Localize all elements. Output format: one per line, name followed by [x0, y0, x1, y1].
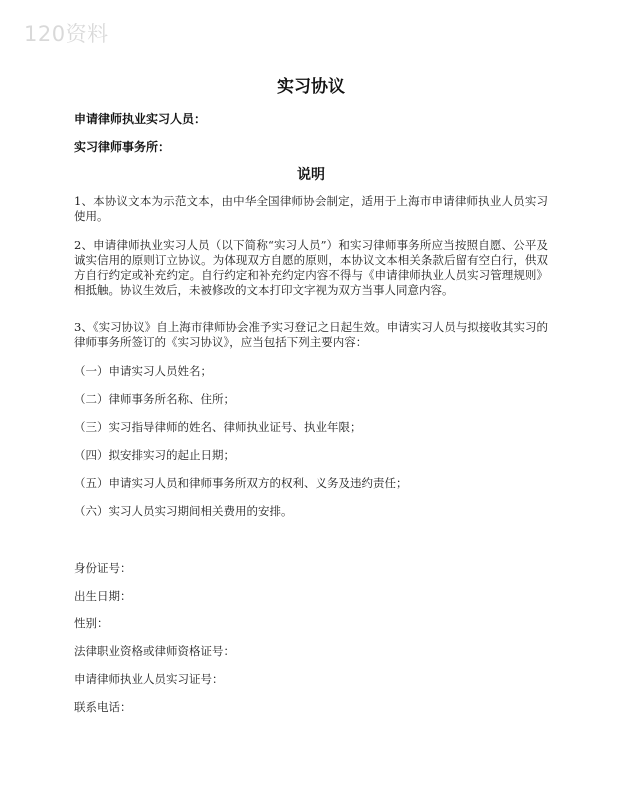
law-firm-field-label: 实习律师事务所：	[74, 140, 171, 154]
paragraph-1: 1、本协议文本为示范文本，由中华全国律师协会制定，适用于上海市申请律师执业人员实习使用。	[74, 194, 548, 223]
applicant-field-label: 申请律师执业实习人员：	[74, 112, 207, 126]
paragraph-2: 2、申请律师执业实习人员（以下简称“实习人员”）和实习律师事务所应当按照自愿、公平及诚实信用的原则订立协议。为体现双方自愿的原则，本协议文本相关条款后留有空白行，供双方自行约定或补充约定。自行约定和补充约定内容不得与《申请律师执业人员实习管理规则》相抵触。协议生效后，未被修改的文本打印文字视为双方当事人同意内容。	[74, 238, 548, 297]
list-item: （一）申请实习人员姓名；	[74, 364, 212, 378]
qualification-number-field-label: 法律职业资格或律师资格证号：	[74, 644, 235, 658]
list-item: （二）律师事务所名称、住所；	[74, 392, 235, 406]
watermark-logo: 120资料	[24, 22, 109, 46]
phone-field-label: 联系电话：	[74, 700, 132, 714]
list-item: （六）实习人员实习期间相关费用的安排。	[74, 504, 293, 518]
birth-date-field-label: 出生日期：	[74, 589, 132, 603]
id-number-field-label: 身份证号：	[74, 561, 132, 575]
gender-field-label: 性别：	[74, 616, 109, 630]
internship-certificate-field-label: 申请律师执业人员实习证号：	[74, 672, 224, 686]
list-item: （三）实习指导律师的姓名、律师执业证号、执业年限；	[74, 420, 362, 434]
list-item: （五）申请实习人员和律师事务所双方的权利、义务及违约责任；	[74, 476, 408, 490]
list-item: （四）拟安排实习的起止日期；	[74, 448, 235, 462]
paragraph-3: 3、《实习协议》自上海市律师协会准予实习登记之日起生效。申请实习人员与拟接收其实习的律师事务所签订的《实习协议》，应当包括下列主要内容：	[74, 320, 548, 349]
section-title: 说明	[297, 167, 325, 183]
page-title: 实习协议	[277, 77, 345, 97]
